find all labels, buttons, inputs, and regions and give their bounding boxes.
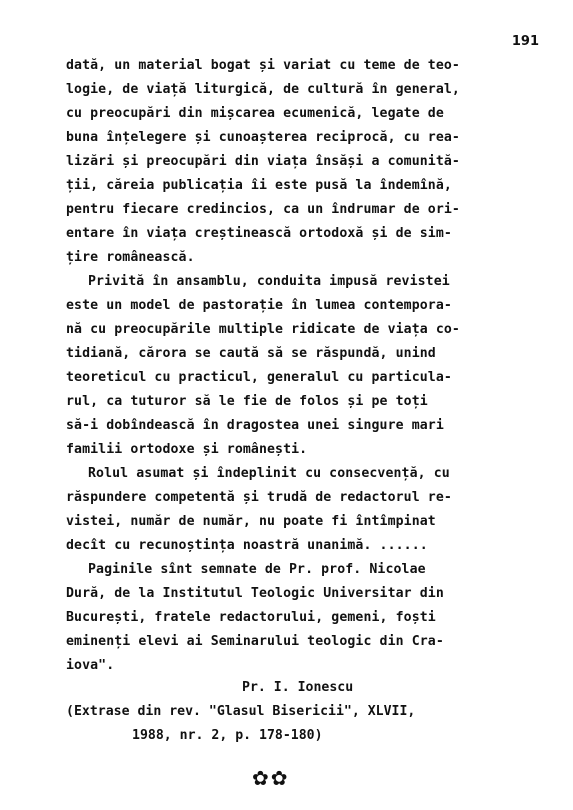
text-line: să-i dobîndească în dragostea unei singure mari bbox=[66, 418, 444, 433]
text-line: cu preocupări din mișcarea ecumenică, legate de bbox=[66, 106, 444, 121]
signature-block bbox=[66, 676, 546, 748]
author-signature: Pr. I. Ionescu bbox=[242, 680, 354, 695]
text-line: Rolul asumat și îndeplinit cu consecvență, cu bbox=[88, 466, 450, 481]
text-line: teoreticul cu practicul, generalul cu particula- bbox=[66, 370, 452, 385]
paragraph-4 bbox=[66, 558, 546, 678]
text-line: pentru fiecare credincios, ca un îndrumar de ori- bbox=[66, 202, 460, 217]
text-line: iova". bbox=[66, 658, 115, 673]
text-line: nă cu preocupările multiple ridicate de viața co- bbox=[66, 322, 460, 337]
text-line: țire românească. bbox=[66, 250, 195, 265]
ornament-icon: ✿✿ bbox=[252, 766, 290, 790]
text-line: lizări și preocupări din viața însăși a comunită- bbox=[66, 154, 460, 169]
text-line: familii ortodoxe și românești. bbox=[66, 442, 308, 457]
source-citation-line-2: 1988, nr. 2, p. 178-180) bbox=[132, 728, 323, 743]
text-line: București, fratele redactorului, gemeni, foști bbox=[66, 610, 436, 625]
page-number: 191 bbox=[511, 34, 539, 49]
paragraph-2 bbox=[66, 270, 546, 462]
text-line: răspundere competentă și trudă de redactorul re- bbox=[66, 490, 452, 505]
text-line: logie, de viață liturgică, de cultură în general, bbox=[66, 82, 460, 97]
text-line: Dură, de la Institutul Teologic Universitar din bbox=[66, 586, 444, 601]
text-line: entare în viața creștinească ortodoxă și de sim- bbox=[66, 226, 452, 241]
text-line: decît cu recunoștința noastră unanimă. ...... bbox=[66, 538, 428, 553]
paragraph-1 bbox=[66, 54, 546, 270]
text-line: buna înțelegere și cunoașterea reciprocă, cu rea- bbox=[66, 130, 460, 145]
text-line: rul, ca tuturor să le fie de folos și pe toți bbox=[66, 394, 428, 409]
text-line: vistei, număr de număr, nu poate fi întîmpinat bbox=[66, 514, 436, 529]
text-line: Paginile sînt semnate de Pr. prof. Nicolae bbox=[88, 562, 426, 577]
text-line: tidiană, cărora se caută să se răspundă, unind bbox=[66, 346, 436, 361]
body-text bbox=[66, 54, 546, 678]
source-citation-line-1: (Extrase din rev. "Glasul Bisericii", XLVII, bbox=[66, 704, 416, 719]
text-line: dată, un material bogat și variat cu teme de teo- bbox=[66, 58, 460, 73]
paragraph-3 bbox=[66, 462, 546, 558]
text-line: Privită în ansamblu, conduita impusă revistei bbox=[88, 274, 450, 289]
text-line: eminenți elevi ai Seminarului teologic din Cra- bbox=[66, 634, 444, 649]
text-line: ții, căreia publicația îi este pusă la îndemînă, bbox=[66, 178, 452, 193]
text-line: este un model de pastorație în lumea contempora- bbox=[66, 298, 452, 313]
